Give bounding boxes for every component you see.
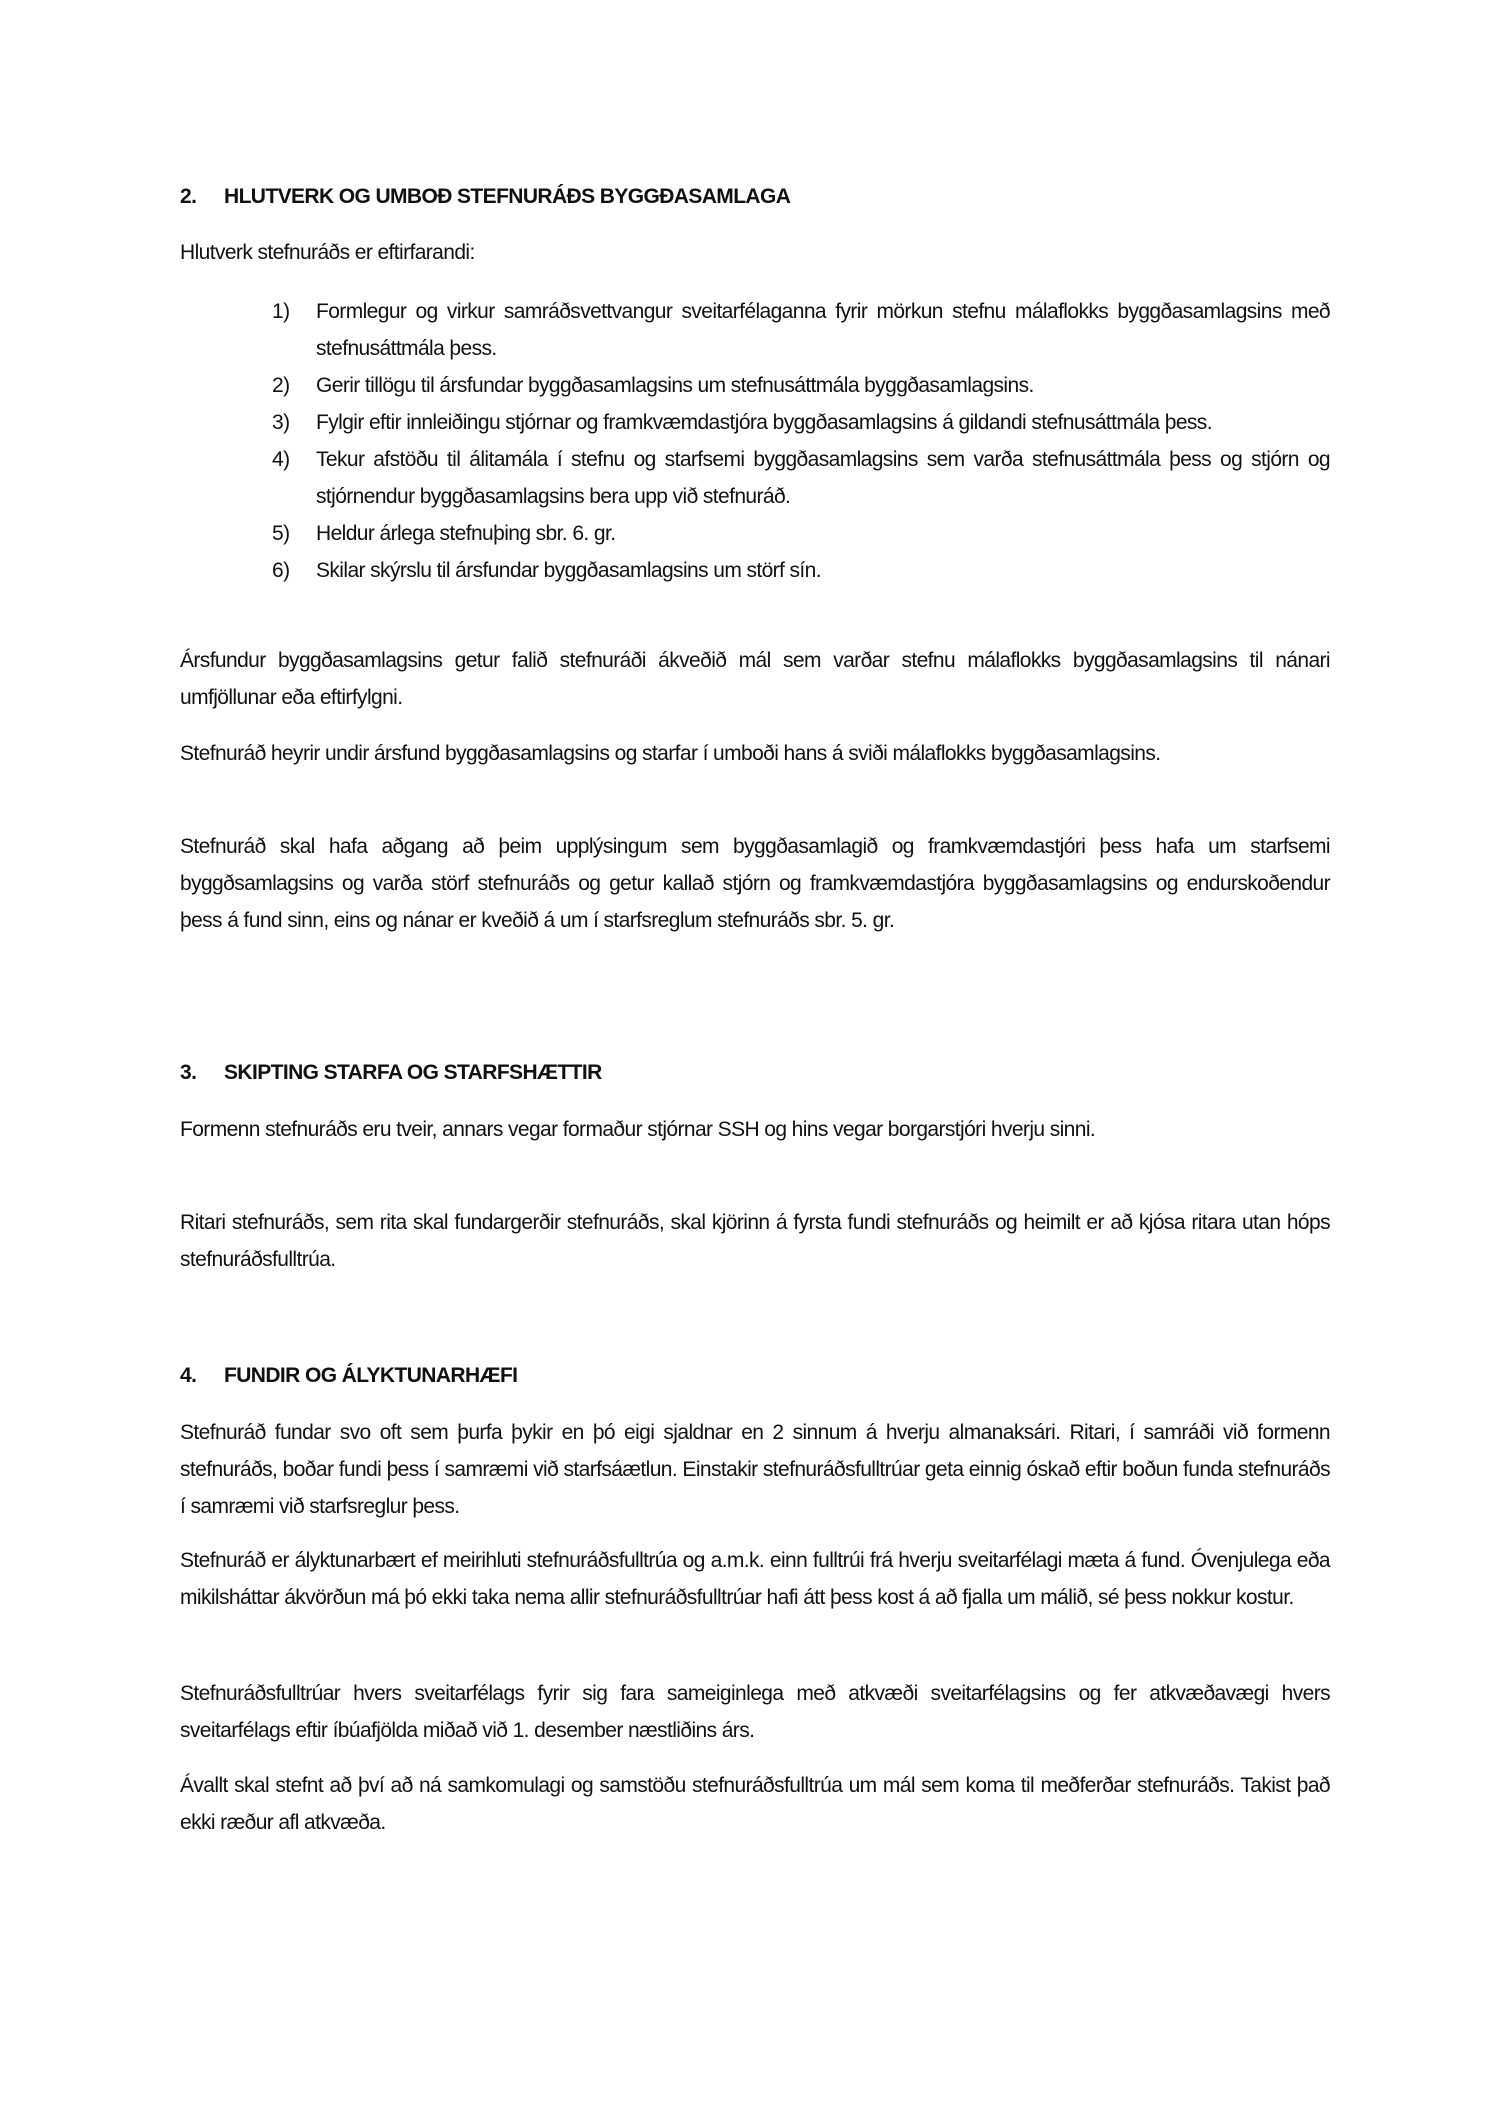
paragraph: Stefnuráð fundar svo oft sem þurfa þykir en þó eigi sjaldnar en 2 sinnum á hverju almanaksári. Ritari, í samráði við formenn stefnuráðs, boðar fundi þess í samræmi við starfsáætlun. Einstakir stefnuráðsfulltrúar geta einnig óskað eftir boðun funda stefnuráðs í samræmi við starfsreglur þess. <box>180 1421 1330 1518</box>
paragraph: Formenn stefnuráðs eru tveir, annars vegar formaður stjórnar SSH og hins vegar borgarstjóri hverju sinni. <box>180 1118 1096 1141</box>
section-number: 2. <box>180 185 197 208</box>
list-text: Tekur afstöðu til álitamála í stefnu og starfsemi byggðasamlagsins sem varða stefnusáttmála þess og stjórn og stjórnendur byggðasamlagsins bera upp við stefnuráð. <box>316 448 1330 508</box>
list-number: 5) <box>272 522 290 545</box>
list-item <box>180 293 1330 367</box>
paragraph-block <box>180 735 1330 772</box>
list-item <box>180 441 1330 515</box>
list-number: 6) <box>272 559 290 582</box>
section-title: SKIPTING STARFA OG STARFSHÆTTIR <box>224 1061 602 1084</box>
paragraph: Ávallt skal stefnt að því að ná samkomulagi og samstöðu stefnuráðsfulltrúa um mál sem koma til meðferðar stefnuráðs. Takist það ekki ræður afl atkvæða. <box>180 1774 1330 1834</box>
list-text: Gerir tillögu til ársfundar byggðasamlagsins um stefnusáttmála byggðasamlagsins. <box>316 374 1034 397</box>
paragraph-block <box>180 1542 1330 1616</box>
list-number: 4) <box>272 448 290 471</box>
paragraph: Ársfundur byggðasamlagsins getur falið stefnuráði ákveðið mál sem varðar stefnu málaflokks byggðasamlagsins til nánari umfjöllunar eða eftirfylgni. <box>180 649 1330 709</box>
list-number: 3) <box>272 411 290 434</box>
paragraph: Stefnuráð heyrir undir ársfund byggðasamlagsins og starfar í umboði hans á sviði málaflokks byggðasamlagsins. <box>180 742 1161 765</box>
section-2-heading <box>180 178 1330 215</box>
paragraph-block <box>180 828 1330 939</box>
paragraph-block <box>180 642 1330 716</box>
list-text: Heldur árlega stefnuþing sbr. 6. gr. <box>316 522 616 545</box>
paragraph: Stefnuráðsfulltrúar hvers sveitarfélags fyrir sig fara sameiginlega með atkvæði sveitarfélagsins og fer atkvæðavægi hvers sveitarfélags eftir íbúafjölda miðað við 1. desember næstliðins árs. <box>180 1682 1330 1742</box>
list-item <box>180 515 1330 552</box>
paragraph: Stefnuráð er ályktunarbært ef meirihluti stefnuráðsfulltrúa og a.m.k. einn fulltrúi frá hverju sveitarfélagi mæta á fund. Óvenjulega eða mikilsháttar ákvörðun má þó ekki taka nema allir stefnuráðsfulltrúar hafi átt þess kost á að fjalla um málið, sé þess nokkur kostur. <box>180 1549 1330 1609</box>
section-3-heading <box>180 1054 1330 1091</box>
section-2-intro <box>180 234 1330 271</box>
paragraph-block <box>180 1675 1330 1749</box>
list-text: Skilar skýrslu til ársfundar byggðasamlagsins um störf sín. <box>316 559 821 582</box>
list-item <box>180 404 1330 441</box>
list-text: Fylgir eftir innleiðingu stjórnar og framkvæmdastjóra byggðasamlagsins á gildandi stefnusáttmála þess. <box>316 411 1212 434</box>
paragraph: Stefnuráð skal hafa aðgang að þeim upplýsingum sem byggðasamlagið og framkvæmdastjóri þess hafa um starfsemi byggðsamlagsins og varða störf stefnuráðs og getur kallað stjórn og framkvæmdastjóra byggðasamlagsins og endurskoðendur þess á fund sinn, eins og nánar er kveðið á um í starfsreglum stefnuráðs sbr. 5. gr. <box>180 835 1330 932</box>
list-item <box>180 552 1330 589</box>
section-2-list <box>180 293 1330 589</box>
list-item <box>180 367 1330 404</box>
section-number: 3. <box>180 1061 197 1084</box>
paragraph-block <box>180 1767 1330 1841</box>
paragraph: Hlutverk stefnuráðs er eftirfarandi: <box>180 241 475 264</box>
paragraph-block <box>180 1111 1330 1148</box>
section-title: HLUTVERK OG UMBOÐ STEFNURÁÐS BYGGÐASAMLAGA <box>224 185 791 208</box>
list-text: Formlegur og virkur samráðsvettvangur sveitarfélaganna fyrir mörkun stefnu málaflokks byggðasamlagsins með stefnusáttmála þess. <box>316 300 1330 360</box>
section-number: 4. <box>180 1364 197 1387</box>
paragraph-block <box>180 1204 1330 1278</box>
paragraph-block <box>180 1414 1330 1525</box>
paragraph: Ritari stefnuráðs, sem rita skal fundargerðir stefnuráðs, skal kjörinn á fyrsta fundi stefnuráðs og heimilt er að kjósa ritara utan hóps stefnuráðsfulltrúa. <box>180 1211 1330 1271</box>
list-number: 1) <box>272 300 290 323</box>
section-title: FUNDIR OG ÁLYKTUNARHÆFI <box>224 1364 518 1387</box>
section-4-heading <box>180 1357 1330 1394</box>
list-number: 2) <box>272 374 290 397</box>
